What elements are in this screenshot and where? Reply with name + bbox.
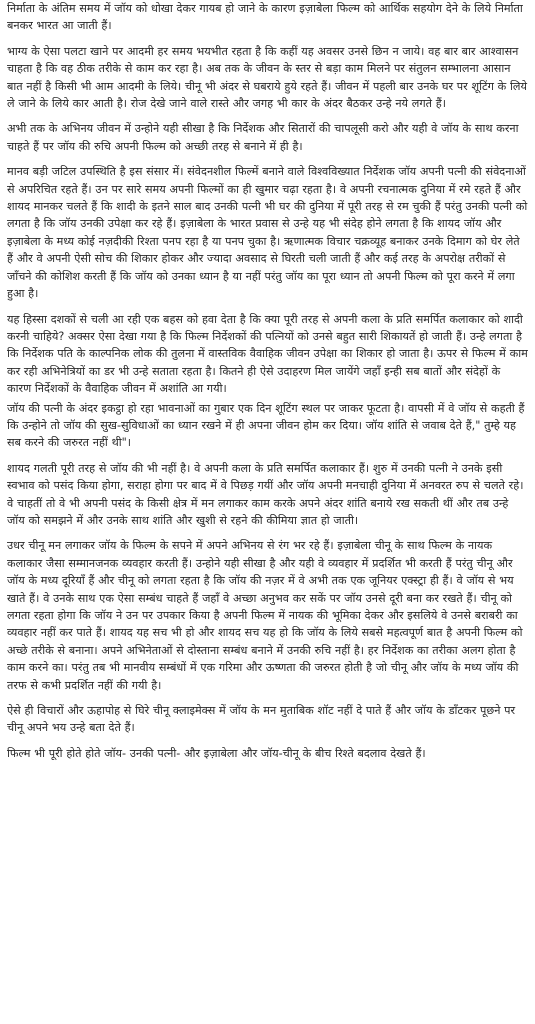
paragraph-1: निर्माता के अंतिम समय में जॉय को धोखा देकर गायब हो जाने के कारण इज़ाबेला फिल्म को आर्थिक सहयोग देने के लिये निर्माता बनकर भारत आ जाती हैं। [7,2,523,33]
paragraph-3: अभी तक के अभिनय जीवन में उन्होने यही सीखा है कि निर्देशक और सितारों की चापलूसी करो और यही वे जॉय के साथ करना चाहते हैं पर जॉय की रुचि अपनी फिल्म को अच्छी तरह से बनाने में ही है। [7,122,519,153]
paragraph-6: जॉय की पत्नी के अंदर इकट्ठा हो रहा भावनाओं का गुबार एक दिन शूटिंग स्थल पर जाकर फूटता है। वापसी में वे जॉय से कहती हैं कि उन्होने तो जॉय की सुख-सुविधाओं का ध्यान रखने में ही अपना जीवन होम कर दिया। जॉय शांति से जवाब देते हैं," तुम्हे यह सब करने की जरुरत नहीं थी"। [7,401,525,450]
paragraph-7: शायद गलती पूरी तरह से जॉय की भी नहीं है। वे अपनी कला के प्रति समर्पित कलाकार हैं। शुरु में उनकी पत्नी ने उनके इसी स्वभाव को पसंद किया होगा, सराहा होगा पर बाद में वे पिछड़ गयीं और जॉय अपनी मनचाही दुनिया में अनवरत रुप से चलते रहे। वे चाहतीं तो वे भी अपनी पसंद के किसी क्षेत्र में मन लगाकर काम करके अपने अंदर शांति बनाये रख सकती थीं और तब उन्हे जॉय को समझने में और उनके साथ शांति और खुशी से रहने की कीमिया ज्ञात हो जाती। [7,461,524,527]
paragraph-9: ऐसे ही विचारों और ऊहापोह से घिरे चीनू क्लाइमेक्स में जॉय के मन मुताबिक शॉट नहीं दे पाते हैं और जॉय के डाँटकर पूछने पर चीनू अपने भय उन्हे बता देते हैं। [7,704,516,735]
paragraph-2: भाग्य के ऐसा पलटा खाने पर आदमी हर समय भयभीत रहता है कि कहीं यह अवसर उनसे छिन न जाये। वह बार बार आश्वासन चाहता है कि वह ठीक तरीके से काम कर रहा है। अब तक के जीवन के स्तर से बड़ा काम मिलने पर संतुलन सम्भालना आसान बात नहीं है किसी भी आम आदमी के लिये। चीनू भी अंदर से घबराये हुये रहते हैं। जीवन में पहली बार उनके घर पर शूटिंग के लिये ले जाने के लिये कार आती है। रोज देखे जाने वाले रास्ते और जगह भी कार के अंदर बैठकर उन्हे नये लगते हैं। [7,44,527,111]
paragraph-5: यह हिस्सा दशकों से चली आ रही एक बहस को हवा देता है कि क्या पूरी तरह से अपनी कला के प्रति समर्पित कलाकार को शादी करनी चाहिये? अक्सर ऐसा देखा गया है कि फिल्म निर्देशकों की पत्नियों को उनसे बहुत सारी शिकायतें हो जाती हैं। उन्हे लगता है कि निर्देशक पति के काल्पनिक लोक की तुलना में वास्तविक वैवाहिक जीवन उपेक्षा का शिकार हो जाता है। ऊपर से फिल्म में काम कर रही अभिनेत्रियों का डर भी उन्हे सताता रहता है। कितने ही ऐसे उदाहरण मिल जायेंगे जहाँ इन्ही सब बातों और संदेहों के कारण निर्देशकों के वैवाहिक जीवन में अशांति आ गयी। [7,312,528,396]
paragraph-4: मानव बड़ी जटिल उपस्थिति है इस संसार में। संवेदनशील फिल्में बनाने वाले विश्वविख्यात निर्देशक जॉय अपनी पत्नी की संवेदनाओं से अपरिचित रहते हैं। उन पर सारे समय अपनी फिल्मों का ही खुमार चढ़ा रहता है। वे अपनी रचनात्मक दुनिया में रमे रहते हैं और शायद मानकर चलते हैं कि शादी के इतने साल बाद उनकी पत्नी भी घर की दुनिया में पूरी तरह से रम चुकी हैं परंतु उनकी पत्नी को लगता है कि जॉय उनकी उपेक्षा कर रहे हैं। इज़ाबेला के भारत प्रवास से उन्हे यह भी संदेह होने लगता है कि शायद जॉय और इज़ाबेला के मध्य कोई नज़दीकी रिश्ता पनप रहा है या पनप चुका है। ऋणात्मक विचार चक्रव्यूह बनाकर उनके दिमाग को घेर लेते हैं और वे अपनी ऐसी सोच की शिकार होकर और ज्यादा अवसाद से घिरती चली जाती हैं और कई तरह के अपरोक्ष तरीकों से जाँचने की कोशिश करती हैं कि जॉय को उनका ध्यान है या नहीं परंतु जॉय का पूरा ध्यान तो अपनी फिल्म को पूरा करने में लगा हुआ है। [7,165,528,301]
paragraph-10: फिल्म भी पूरी होते होते जॉय- उनकी पत्नी- और इज़ाबेला और जॉय-चीनू के बीच रिश्ते बदलाव देखते हैं। [7,746,426,760]
paragraph-8: उधर चीनू मन लगाकर जॉय के फिल्म के सपने में अपने अभिनय से रंग भर रहे हैं। इज़ाबेला चीनू के साथ फिल्म के नायक कलाकार जैसा सम्मानजनक व्यवहार करती हैं। उन्होने यही सीखा है और यही वे व्यवहार में प्रदर्शित भी करती हैं परंतु चीनू और जॉय के मध्य दूरियाँ हैं और चीनू को लगता रहता है कि जॉय की नज़र में वे अभी तक एक जूनियर एक्स्ट्रा ही हैं। वे जॉय से भय खाते हैं। वे उनके साथ एक ऐसा सम्बंध चाहते हैं जहाँ वे अच्छा अनुभव कर सकें पर जॉय उनसे दूरी बना कर रखते हैं। चीनू को लगता रहता होगा कि जॉय ने उन पर उपकार किया है अपनी फिल्म में नायक की भूमिका देकर और इसलिये वे उनसे बराबरी का व्यवहार नहीं कर पाते हैं। शायद यह सच भी हो और शायद सच यह हो कि जॉय के लिये सबसे महत्वपूर्ण बात है अपनी फिल्म को अच्छे तरीके से बनाना। अपने अभिनेताओं से दोस्ताना सम्बंध बनाने में उनकी रुचि नहीं है। हर निर्देशक का तरीका अलग होता है काम करने का। परंतु तब भी मानवीय सम्बंधों में एक गरिमा और ऊष्णता की जरुरत होती है जो चीनू और जॉय के मध्य जॉय की तरफ से कभी प्रदर्शित नहीं की गयी है। [7,539,523,692]
